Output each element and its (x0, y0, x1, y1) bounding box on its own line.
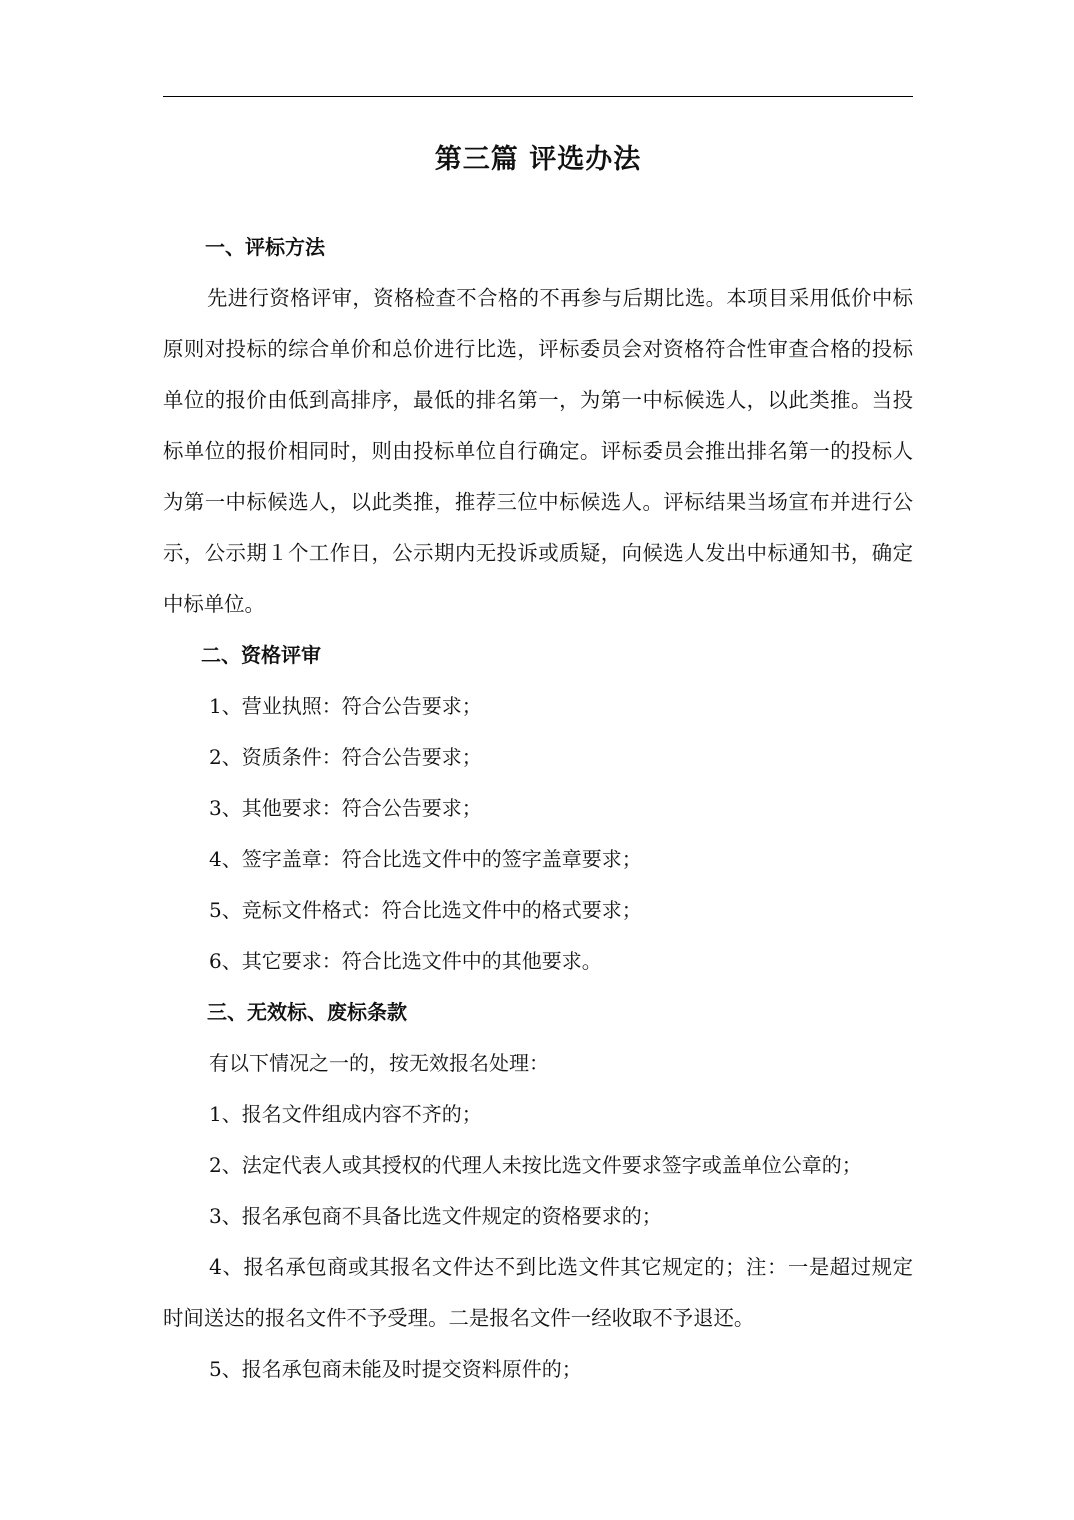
invalid-bids-intro: 有以下情况之一的，按无效报名处理： (209, 1051, 549, 1075)
qualification-item: 3、其他要求：符合公告要求； (209, 796, 482, 820)
invalid-bid-item: 4、报名承包商或其报名文件达不到比选文件其它规定的；注：一是超过规定时间送达的报名文件不予受理。二是报名文件一经收取不予退还。 (163, 1255, 913, 1330)
invalid-bid-item: 5、报名承包商未能及时提交资料原件的； (209, 1357, 582, 1381)
invalid-bid-item: 1、报名文件组成内容不齐的； (209, 1102, 482, 1126)
qualification-item: 4、签字盖章：符合比选文件中的签字盖章要求； (209, 847, 642, 871)
qualification-item: 1、营业执照：符合公告要求； (209, 694, 482, 718)
section-heading-qualification-review: 二、资格评审 (201, 643, 321, 667)
section-heading-invalid-bids: 三、无效标、废标条款 (207, 1000, 407, 1024)
qualification-item: 2、资质条件：符合公告要求； (209, 745, 482, 769)
invalid-bid-item: 2、法定代表人或其授权的代理人未按比选文件要求签字或盖单位公章的； (209, 1153, 862, 1177)
document-body (163, 140, 913, 1395)
evaluation-method-paragraph: 先进行资格评审，资格检查不合格的不再参与后期比选。本项目采用低价中标原则对投标的综合单价和总价进行比选，评标委员会对资格符合性审查合格的投标单位的报价由低到高排序，最低的排名第一，为第一中标候选人，以此类推。当投标单位的报价相同时，则由投标单位自行确定。评标委员会推出排名第一的投标人为第一中标候选人，以此类推，推荐三位中标候选人。评标结果当场宣布并进行公示，公示期１个工作日，公示期内无投诉或质疑，向候选人发出中标通知书，确定中标单位。 (163, 286, 913, 616)
page-title: 第三篇 评选办法 (434, 144, 642, 175)
section-heading-evaluation-method: 一、评标方法 (205, 235, 325, 259)
invalid-bid-item: 3、报名承包商不具备比选文件规定的资格要求的； (209, 1204, 662, 1228)
qualification-item: 5、竞标文件格式：符合比选文件中的格式要求； (209, 898, 642, 922)
header-rule (163, 96, 913, 97)
qualification-item: 6、其它要求：符合比选文件中的其他要求。 (209, 949, 602, 973)
